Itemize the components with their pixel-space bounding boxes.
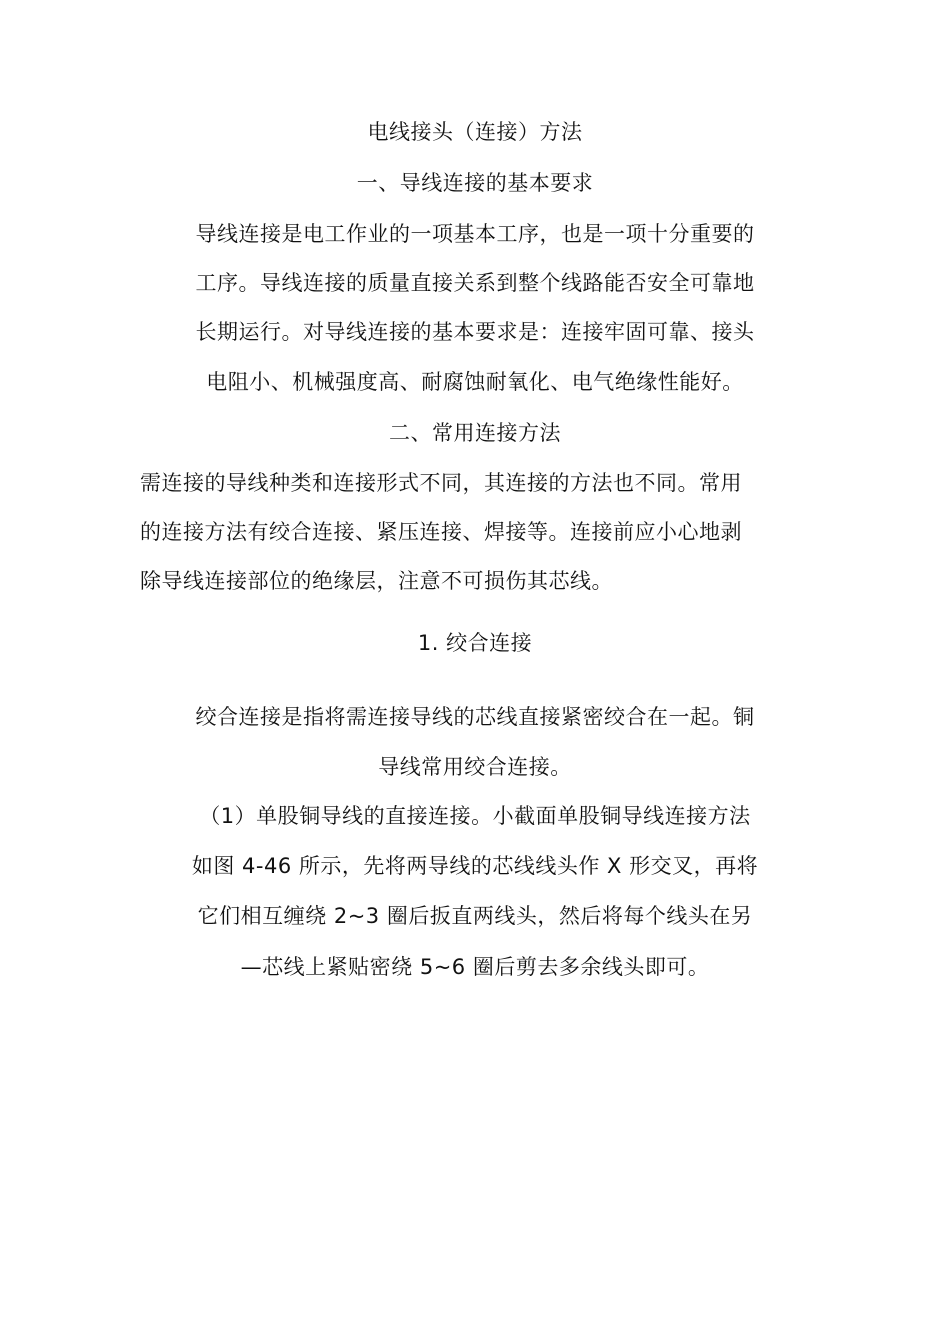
section-heading-basic-requirements: 一、导线连接的基本要求 bbox=[356, 171, 594, 195]
paragraph-line: 它们相互缠绕 2~3 圈后扳直两线头，然后将每个线头在另 bbox=[197, 904, 753, 928]
subsection-heading-twisted-connection: 1. 绞合连接 bbox=[417, 631, 533, 655]
paragraph-line: 的连接方法有绞合连接、紧压连接、焊接等。连接前应小心地剥 bbox=[140, 520, 742, 544]
paragraph-line: 工序。导线连接的质量直接关系到整个线路能否安全可靠地 bbox=[195, 271, 755, 295]
paragraph-line: 电阻小、机械强度高、耐腐蚀耐氧化、电气绝缘性能好。 bbox=[206, 370, 744, 394]
paragraph-line: 除导线连接部位的绝缘层，注意不可损伤其芯线。 bbox=[140, 569, 613, 593]
section-heading-common-methods: 二、常用连接方法 bbox=[389, 421, 561, 445]
paragraph-line: 导线常用绞合连接。 bbox=[378, 755, 572, 779]
paragraph-line: 需连接的导线种类和连接形式不同，其连接的方法也不同。常用 bbox=[140, 471, 742, 495]
paragraph-line: 如图 4-46 所示，先将两导线的芯线线头作 X 形交叉，再将 bbox=[191, 854, 759, 878]
paragraph-line: （1）单股铜导线的直接连接。小截面单股铜导线连接方法 bbox=[199, 804, 751, 828]
document-title: 电线接头（连接）方法 bbox=[367, 120, 583, 144]
paragraph-line: —芯线上紧贴密绕 5~6 圈后剪去多余线头即可。 bbox=[240, 955, 710, 979]
paragraph-line: 绞合连接是指将需连接导线的芯线直接紧密绞合在一起。铜 bbox=[195, 705, 755, 729]
paragraph-line: 导线连接是电工作业的一项基本工序，也是一项十分重要的 bbox=[195, 222, 755, 246]
paragraph-line: 长期运行。对导线连接的基本要求是：连接牢固可靠、接头 bbox=[195, 320, 755, 344]
